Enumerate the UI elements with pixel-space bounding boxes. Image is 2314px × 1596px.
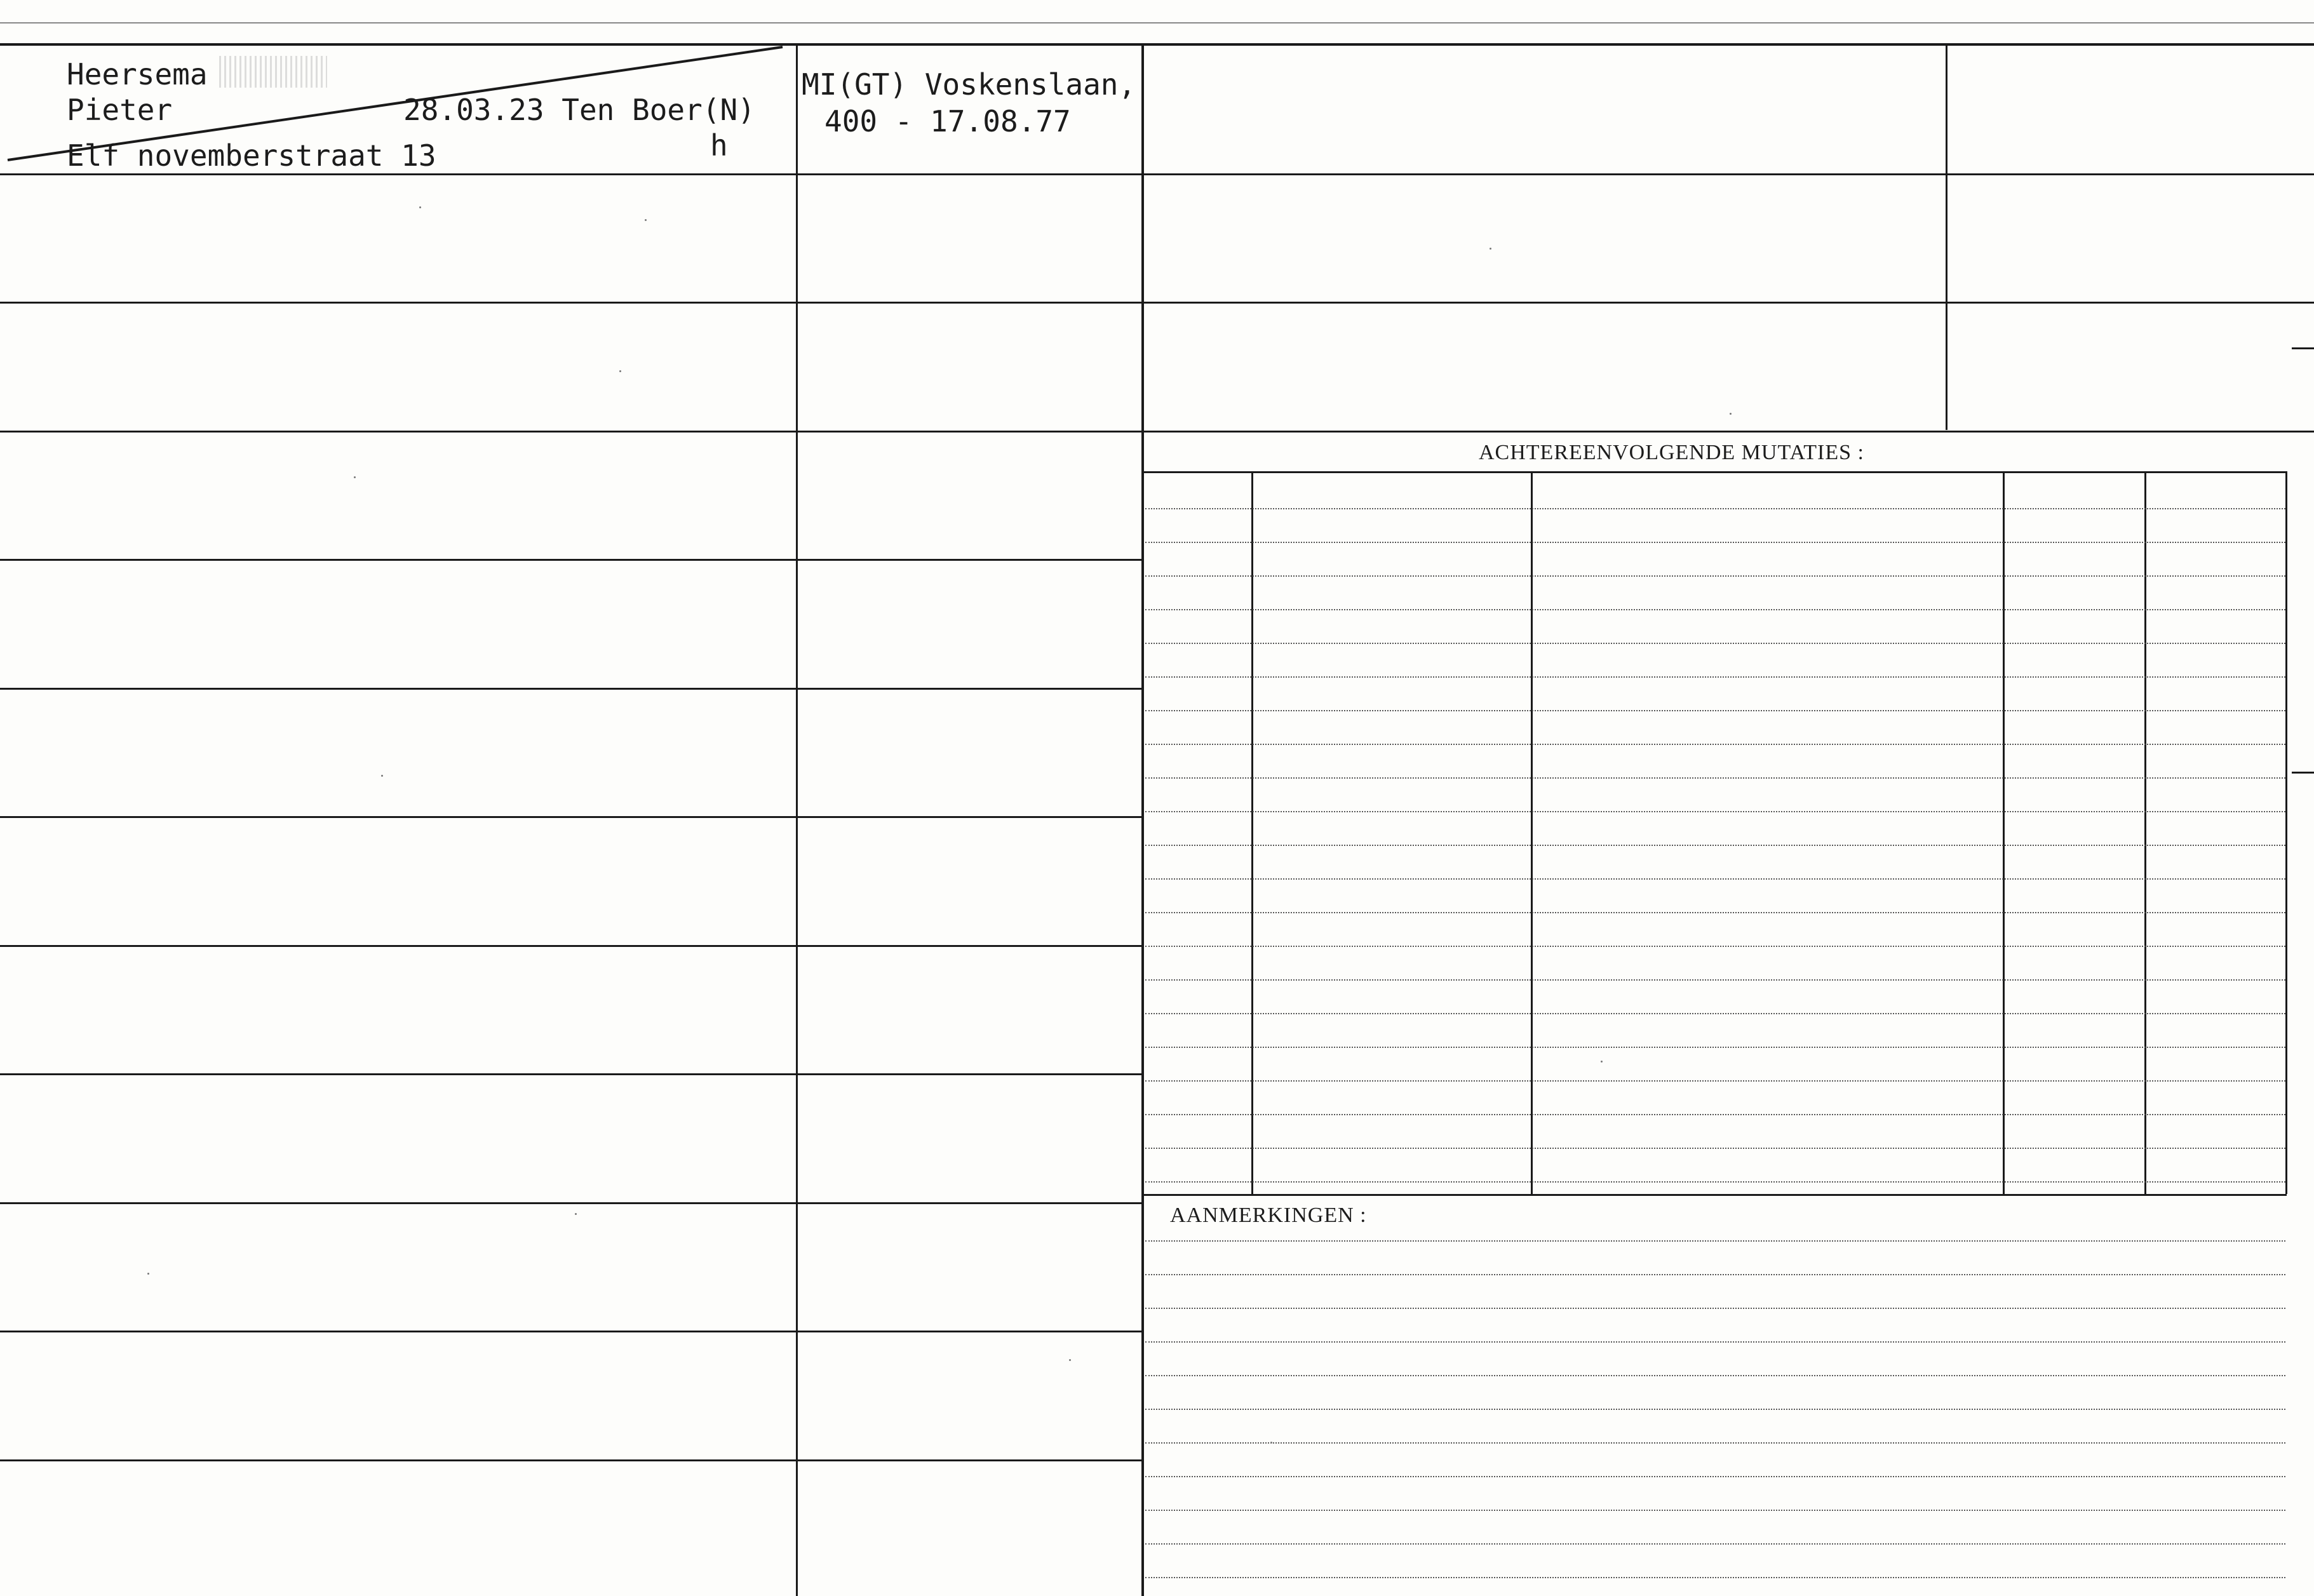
row-rule bbox=[0, 1331, 1143, 1332]
margin-tick bbox=[2292, 772, 2314, 774]
speck bbox=[147, 1273, 149, 1275]
mutations-dotted-line bbox=[1145, 1080, 2285, 1082]
mutations-dotted-line bbox=[1145, 1181, 2285, 1183]
speck bbox=[419, 206, 421, 208]
remarks-heading: AANMERKINGEN : bbox=[1170, 1204, 1367, 1227]
first-name: Pieter bbox=[67, 93, 173, 127]
speck bbox=[1069, 1359, 1071, 1361]
speck bbox=[354, 476, 356, 478]
row-rule bbox=[0, 431, 2314, 433]
mutations-dotted-line bbox=[1145, 676, 2285, 678]
remarks-dotted-line bbox=[1145, 1476, 2285, 1477]
remarks-dotted-line bbox=[1145, 1274, 2285, 1275]
speck bbox=[1601, 1061, 1603, 1063]
strike-through-line bbox=[0, 0, 826, 191]
surname: Heersema bbox=[67, 57, 208, 91]
row-rule bbox=[0, 559, 1143, 561]
registration-line-2: 400 - 17.08.77 bbox=[824, 104, 1071, 138]
mutations-dotted-line bbox=[1145, 912, 2285, 913]
mutations-dotted-line bbox=[1145, 777, 2285, 779]
row-rule bbox=[0, 302, 2314, 304]
row-rule bbox=[0, 816, 1143, 818]
mutations-heading: ACHTEREENVOLGENDE MUTATIES : bbox=[1479, 441, 1864, 464]
margin-tick bbox=[2292, 347, 2314, 349]
speck bbox=[645, 219, 647, 221]
remarks-dotted-line bbox=[1145, 1341, 2285, 1343]
mutations-dotted-line bbox=[1145, 1148, 2285, 1149]
gender-marker: h bbox=[710, 128, 728, 163]
speck bbox=[1490, 248, 1491, 250]
mutations-dotted-line bbox=[1145, 1013, 2285, 1014]
remarks-dotted-line bbox=[1145, 1375, 2285, 1376]
birth-date-place: 28.03.23 Ten Boer(N) bbox=[403, 93, 755, 127]
mutations-col-4 bbox=[2144, 471, 2146, 1194]
mutations-col-3 bbox=[2003, 471, 2005, 1194]
row-rule bbox=[0, 1073, 1143, 1075]
column-divider-1 bbox=[796, 44, 798, 1596]
mutations-dotted-line bbox=[1145, 845, 2285, 846]
row-rule bbox=[0, 688, 1143, 690]
remarks-dotted-line bbox=[1145, 1409, 2285, 1410]
row-rule bbox=[0, 1459, 1143, 1461]
mutations-top-rule bbox=[1143, 471, 2287, 473]
remarks-dotted-line bbox=[1145, 1543, 2285, 1545]
remarks-dotted-line bbox=[1145, 1240, 2285, 1242]
mutations-dotted-line bbox=[1145, 979, 2285, 981]
mutations-dotted-line bbox=[1145, 811, 2285, 812]
speck bbox=[575, 1213, 577, 1215]
mutations-dotted-line bbox=[1145, 575, 2285, 577]
mutations-col-5 bbox=[2285, 471, 2287, 1194]
registration-line-1: MI(GT) Voskenslaan, bbox=[802, 67, 1136, 102]
mutations-dotted-line bbox=[1145, 1114, 2285, 1115]
mutations-dotted-line bbox=[1145, 542, 2285, 543]
mutations-dotted-line bbox=[1145, 508, 2285, 509]
speck bbox=[1270, 1442, 1272, 1444]
speck bbox=[1730, 413, 1732, 415]
mutations-dotted-line bbox=[1145, 946, 2285, 947]
mutations-dotted-line bbox=[1145, 710, 2285, 711]
mutations-dotted-line bbox=[1145, 643, 2285, 644]
remarks-dotted-line bbox=[1145, 1510, 2285, 1511]
address-struck: Elf novemberstraat 13 bbox=[67, 138, 436, 173]
column-divider-3 bbox=[1946, 44, 1947, 430]
mutations-dotted-line bbox=[1145, 878, 2285, 880]
mutations-col-1 bbox=[1251, 471, 1253, 1194]
mutations-dotted-line bbox=[1145, 744, 2285, 745]
remarks-dotted-line bbox=[1145, 1577, 2285, 1578]
row-rule bbox=[0, 945, 1143, 947]
remarks-dotted-line bbox=[1145, 1442, 2285, 1444]
mutations-dotted-line bbox=[1145, 609, 2285, 610]
mutations-bottom-rule bbox=[1143, 1194, 2287, 1196]
speck bbox=[381, 775, 383, 777]
mutations-col-2 bbox=[1531, 471, 1533, 1194]
faint-stamp bbox=[219, 56, 327, 88]
remarks-dotted-line bbox=[1145, 1308, 2285, 1309]
row-rule bbox=[0, 1202, 1143, 1204]
mutations-dotted-line bbox=[1145, 1047, 2285, 1048]
speck bbox=[619, 370, 621, 372]
column-divider-2 bbox=[1141, 44, 1144, 1596]
